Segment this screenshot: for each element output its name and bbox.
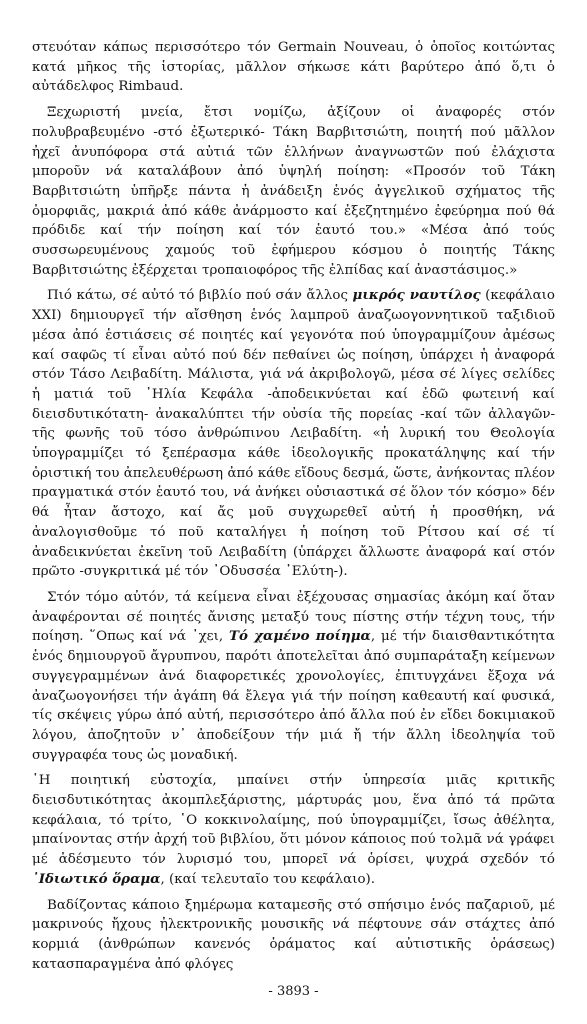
paragraph-bazaar: Βαδίζοντας κάποιο ξημέρωμα καταμεσῆς στό σπήσιμο ἑνός παζαριοῦ, μέ μακρινούς ἤχους ἠλεκτρονικῆς μουσικῆς νά πέφτουνε σάν στάχτες ἀπό κορμιά (ἀνθρώπων κανενός ὁράματος καί αὐτιστικῆς ὁράσεως) κατασπαραγμένα ἀπό φλόγες — [32, 897, 555, 972]
paragraph-leivaditis — [32, 286, 555, 582]
paragraph-text-after: , μέ τήν διαισθαντικότητα ἑνός δημιουργοῦ ἄγρυπνου, παρότι ἀποτελεῖται ἀπό συμπαράταξη κείμενων συγγεγραμμένων ἀνά διαφορετικές χρονολογίες, ἐπιτυγχάνει ἔξοχα νά ἀναζωογονήσει τήν ἀγάπη θά ἔλεγα γιά τήν ποίηση καθεαυτή καί φυσικά, τίς σκέψεις γύρω ἀπό αὐτή, περισσότερο ἀπό ἄλλα πού ἐν εἴδει δοκιμιακοῦ λόγου, ἀποζητοῦν ν᾽ ἀποδείξουν τήν μιά ἤ τήν ἄλλη ἰδεοληψία τοῦ συγγραφέα τους ὡς μοναδική. — [32, 629, 555, 763]
body-text — [32, 38, 555, 974]
page-number: - 3893 - — [268, 984, 319, 999]
paragraph-varvitsiotis: Ξεχωριστή μνεία, ἔτσι νομίζω, ἀξίζουν οἱ ἀναφορές στόν πολυβραβευμένο -στό ἐξωτερικό- Τάκη Βαρβιτσιώτη, ποιητή πού μᾶλλον ἠχεῖ ἀνυπόφορα στά αὐτιά τῶν ἑλλήνων ἀναγνωστῶν πού ἐλάχιστα μποροῦν νά καταλάβουν ἀπό ὑψηλή ποίηση: «Προσόν τοῦ Τάκη Βαρβιτσιώτη ὑπῆρξε πάντα ἡ ἀνάδειξη ἑνός ἀγγελικοῦ σχήματος τῆς ὀμορφιᾶς, μακριά ἀπό κάθε ἀνάρμοστο καί ἐξεζητημένο ἐφεύρημα πού θά πρόδιδε καί τήν ποίηση καί τόν ἑαυτό του.» «Μέσα ἀπό τούς συσσωρευμένους χαμούς τοῦ ἐφήμερου κόσμου ὁ ποιητής Τάκης Βαρβιτσιώτης ἐξέρχεται τροπαιοφόρος τῆς ἐλπίδας καί ἀναστάσιμος.» — [32, 105, 555, 278]
paragraph-text-after: , (καί τελευταῖο του κεφάλαιο). — [160, 871, 375, 887]
paragraph-poetic-accuracy — [32, 771, 555, 889]
paragraph-text-before: Πιό κάτω, σέ αὐτό τό βιβλίο πού σάν ἄλλος — [47, 288, 353, 304]
paragraph-lost-poem — [32, 588, 555, 765]
book-title-mikros-naftilos: μικρός ναυτίλος — [352, 287, 481, 304]
paragraph-text-before: ῾Η ποιητική εὐστοχία, μπαίνει στήν ὑπηρεσία μιᾶς κριτικῆς διεισδυτικότητας ἀκομπλεξάριστης, μάρτυράς μου, ἕνα ἀπό τά πρῶτα κεφάλαια, τό τρίτο, ῾Ο κοκκινολαίμης, πού ὑπογραμμίζει, ἴσως ἀθέλητα, μπαίνοντας στήν ἀρχή τοῦ βιβλίου, ὅτι μόνον κάποιος πού τολμᾶ νά γράφει μέ ἀδέσμευτο τόν λυρισμό του, μπορεῖ νά ὁρίσει, ψυχρά σχεδόν τό — [32, 773, 555, 868]
paragraph-continued: στευόταν κάπως περισσότερο τόν Germain Nouveau, ὁ ὁποῖος κοιτώντας κατά μῆκος τῆς ἱστορίας, μᾶλλον σήκωσε κάτι βαρύτερο ἀπό ὅ,τι ὁ αὐτάδελφος Rimbaud. — [32, 40, 555, 95]
paragraph-text-after: (κεφάλαιο XXI) δημιουργεῖ τήν αἴσθηση ἑνός λαμπροῦ ἀναζωογοννητικοῦ ταξιδιοῦ μέσα ἀπό ἑστιάσεις σέ ποιητές καί γεγονότα πού ὑπογραμμίζουν ἀμέσως καί σαφῶς τί εἶναι αὐτό πού δέν πεθαίνει ὡς ποίηση, ὑπάρχει ἡ ἀναφορά στόν Τάσο Λειβαδίτη. Μάλιστα, γιά νά ἀκριβολογῶ, μέσα σέ λίγες σελίδες ἡ ματιά τοῦ ᾽Ηλία Κεφάλα -ἀποδεικνύεται καί ἐδῶ φωτεινή καί διεισδυτικότατη- ἀνακαλύπτει τήν οὐσία τῆς πορείας -καί τῶν ἀλλαγῶν- τῆς φωνῆς τοῦ τόσο ἀνθρώπινου Λειβαδίτη. «ἡ λυρική του Θεολογία ὑπογραμμίζει τό ξεπέρασμα κάθε ἰδεολογικῆς προκατάληψης καί τήν ὁριστική του ἀπελευθέρωση ἀπό κάθε εἴδους δεσμά, ὥστε, ἀνήκοντας πλέον πραγματικά στόν ἑαυτό του, νά ἀνήκει οὐσιαστικά σέ ὅλον τόν κόσμο» δέν θά ἦταν ἄστοχο, καί ἄς μοῦ συγχωρεθεῖ αὐτή ἡ προσθήκη, νά ἀναλογισθοῦμε τό ποῦ καταλήγει ἡ ποίηση τοῦ Ρίτσου καί σέ τί ἀναδεικνύεται ἐκεῖνη τοῦ Λειβαδίτη (ὑπάρχει ἄλλωστε ἀναφορά καί στόν πρῶτο -συγκριτικά μέ τόν ᾽Οδυσσέα ᾽Ελύτη-). — [32, 288, 555, 580]
book-title-to-hameno-poiima: Τό χαμένο ποίημα — [229, 628, 371, 645]
paragraph-text-before: Στόν τόμο αὐτόν, τά κείμενα εἶναι ἐξέχουσας σημασίας ἀκόμη καί ὅταν ἀναφέρονται σέ ποιητές ἄνισης μεταξύ τους πίστης στήν τέχνη τους, τήν ποίηση. ῞Οπως καί νά ᾽χει, — [32, 589, 555, 645]
chapter-title-idiotiko-orama: ᾽Ιδιωτικό ὅραμα — [32, 870, 161, 887]
